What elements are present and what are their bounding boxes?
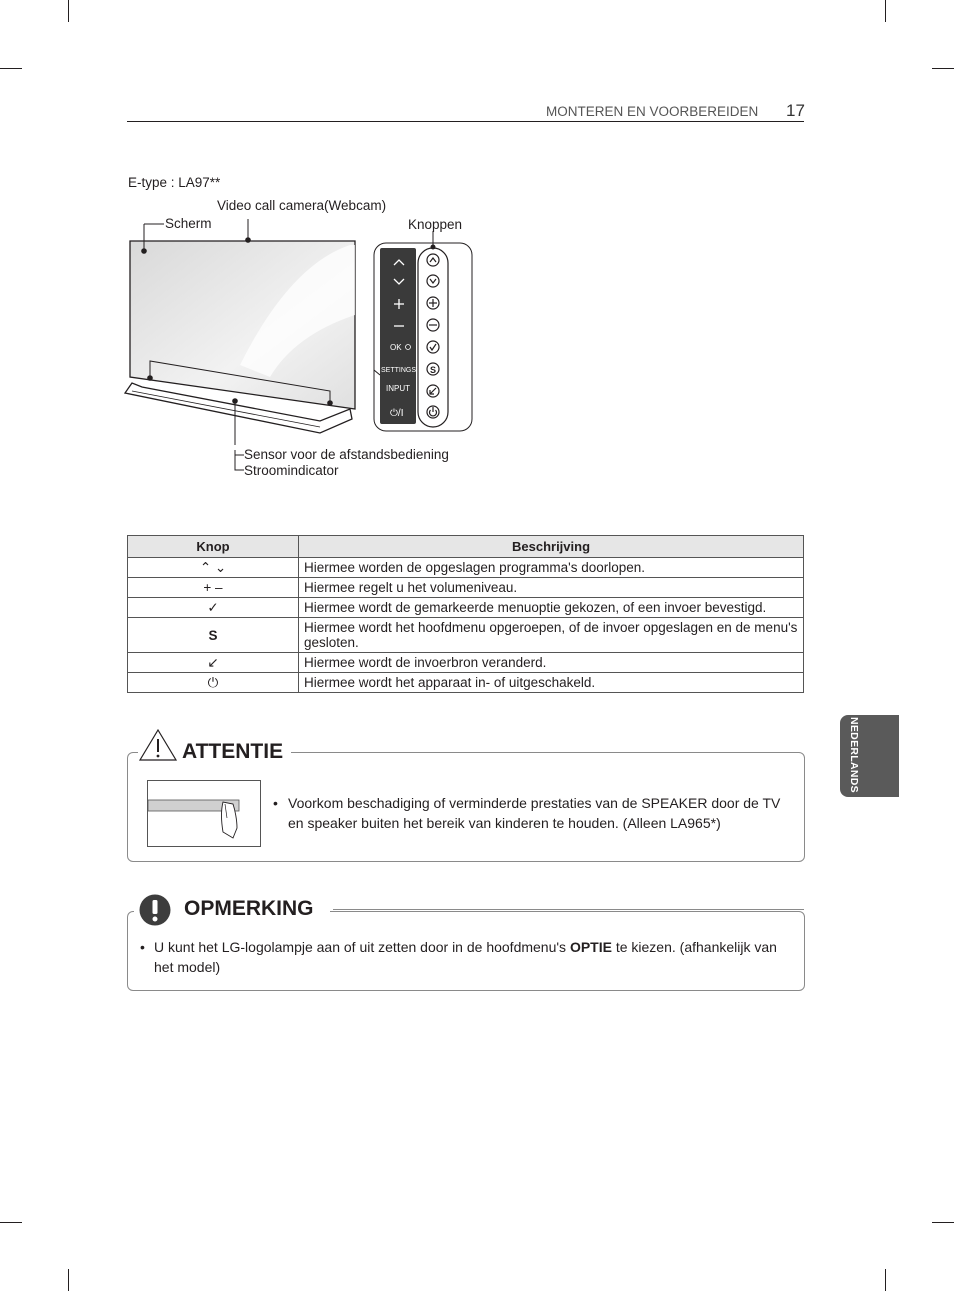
table-row [128,618,804,653]
key-cell: ⏻ [128,673,299,693]
panel-ok-label: OK [390,343,402,352]
panel-power-label: ⏻/I [390,408,404,419]
desc-cell: Hiermee regelt u het volumeniveau. [299,578,804,598]
label-power-indicator: Stroomindicator [244,463,339,478]
crop-mark [0,1222,22,1223]
svg-text:S: S [430,365,437,375]
caution-text: Voorkom beschadiging of verminderde prestaties van de SPEAKER door de TV en speaker buiten het bereik van kinderen te houden. (Alleen LA965*) [288,795,781,831]
key-cell: + – [128,578,299,598]
header-rule [127,121,804,122]
note-title-rule [333,909,804,910]
panel-settings-label: SETTINGS [381,367,417,374]
key-cell: ↙ [128,653,299,673]
desc-cell: Hiermee wordt de invoerbron veranderd. [299,653,804,673]
caution-title: ATTENTIE [178,740,291,764]
crop-mark [932,68,954,69]
caution-bullet-dot: • [273,795,278,811]
label-sensor: Sensor voor de afstandsbediening [244,447,449,462]
crop-mark [68,0,69,22]
exclamation-icon [139,894,171,926]
key-cell: ⌃ ⌄ [128,558,299,578]
note-title: OPMERKING [180,897,318,921]
note-text-after: te kiezen. (afhankelijk van het model) [154,939,777,975]
label-buttons: Knoppen [408,217,463,232]
table-header: Knop [128,536,299,558]
crop-mark [0,68,22,69]
table-row [128,578,804,598]
tv-illustration [120,205,480,445]
label-webcam: Video call camera(Webcam) [217,198,387,213]
key-cell: S [128,618,299,653]
note-text-bold: OPTIE [569,939,612,955]
caution-image [147,780,261,847]
section-title: MONTEREN EN VOORBEREIDEN [546,104,759,119]
table-row [128,653,804,673]
table-row [128,558,804,578]
model-label: E-type : LA97** [128,175,221,190]
table-header: Beschrijving [299,536,804,558]
desc-cell: Hiermee worden de opgeslagen programma's doorlopen. [299,558,804,578]
table-row [128,598,804,618]
crop-mark [885,0,886,22]
note-text [154,937,794,977]
table-header-row [128,536,804,558]
sensor-bracket [234,450,246,474]
table-row [128,673,804,693]
page-number: 17 [786,101,805,120]
crop-mark [885,1269,886,1291]
note-bullet-dot: • [140,939,145,955]
warning-icon [138,728,178,762]
crop-mark [68,1269,69,1291]
button-table [127,535,804,693]
label-screen: Scherm [165,216,212,231]
crop-mark [932,1222,954,1223]
desc-cell: Hiermee wordt het hoofdmenu opgeroepen, of de invoer opgeslagen en de menu's gesloten. [299,618,804,653]
note-text-before: U kunt het LG-logolampje aan of uit zetten door in de hoofdmenu's [154,939,570,955]
desc-cell: Hiermee wordt het apparaat in- of uitgeschakeld. [299,673,804,693]
desc-cell: Hiermee wordt de gemarkeerde menuoptie gekozen, of een invoer bevestigd. [299,598,804,618]
panel-input-label: INPUT [386,384,410,393]
key-cell: ✓ [128,598,299,618]
language-tab-label: NEDERLANDS [848,717,860,793]
